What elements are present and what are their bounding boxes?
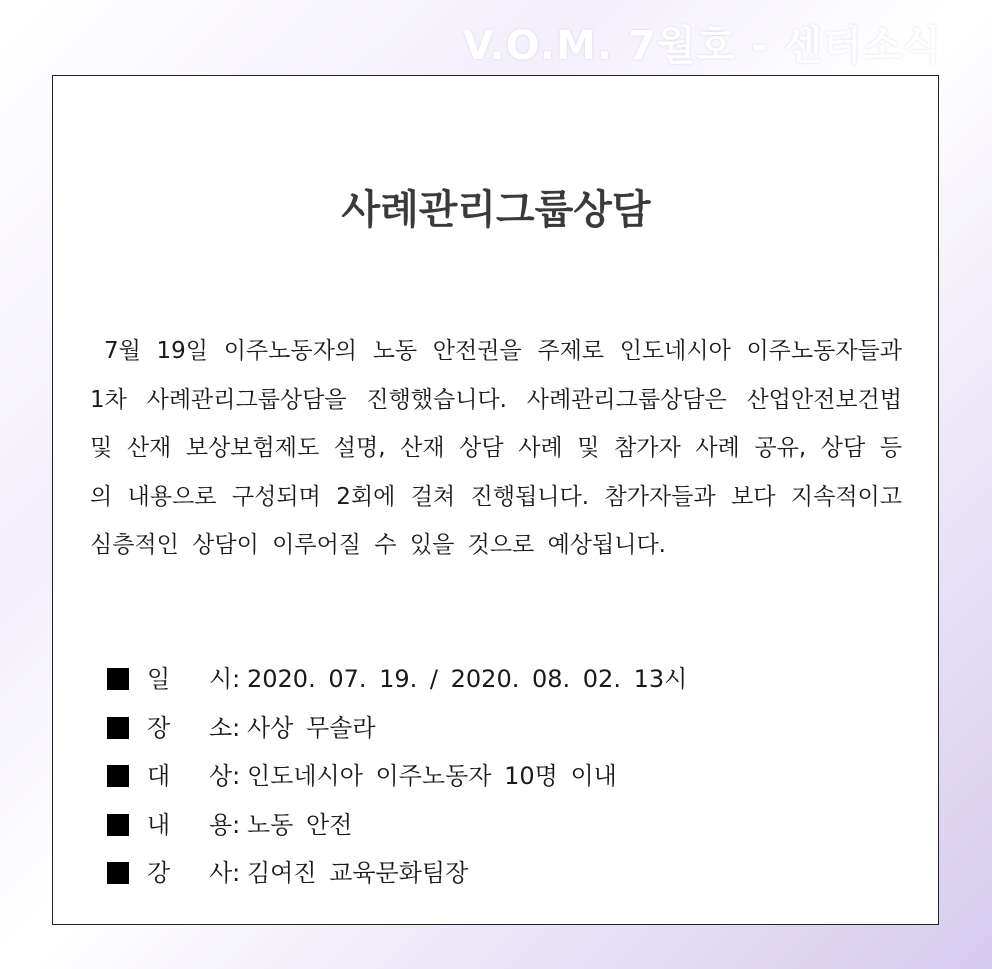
detail-label: 강: [147, 859, 171, 887]
detail-row-target: [107, 752, 687, 801]
square-bullet-icon: [107, 814, 129, 836]
detail-label: 대: [147, 762, 171, 790]
detail-value: 인도네시아 이주노동자 10명 이내: [247, 762, 617, 790]
detail-value: 2020. 07. 19. / 2020. 08. 02. 13시: [247, 665, 688, 693]
body-paragraph: 7월 19일 이주노동자의 노동 안전권을 주제로 인도네시아 이주노동자들과 1차 사례관리그룹상담을 진행했습니다. 사례관리그룹상담은 산업안전보건법 및 산재 보상보험제도 설명, 산재 상담 사례 및 참가자 사례 공유, 상담 등의 내용으로 구성되며 2회에 걸쳐 진행됩니다. 참가자들과 보다 지속적이고 심층적인 상담이 이루어질 수 있을 것으로 예상됩니다.: [90, 338, 902, 558]
detail-row-content: [107, 801, 687, 850]
detail-label: 용:: [209, 810, 241, 839]
detail-row-instructor: [107, 849, 687, 898]
square-bullet-icon: [107, 862, 129, 884]
detail-label: 소:: [209, 713, 241, 742]
detail-row-place: [107, 704, 687, 753]
detail-value: 김여진 교육문화팀장: [247, 859, 469, 887]
square-bullet-icon: [107, 668, 129, 690]
square-bullet-icon: [107, 765, 129, 787]
detail-row-date: [107, 655, 687, 704]
detail-label: 시:: [209, 665, 241, 693]
detail-value: 노동 안전: [247, 810, 353, 839]
square-bullet-icon: [107, 717, 129, 739]
detail-label: 사:: [209, 859, 241, 887]
detail-label: 내: [147, 810, 171, 839]
detail-value: 사상 무솔라: [247, 713, 376, 742]
detail-label: 일: [147, 665, 171, 693]
details-list: [107, 655, 687, 898]
newsletter-header: V.O.M. 7월호 - 센터소식: [462, 23, 942, 69]
page-title: 사례관리그룹상담: [341, 187, 651, 233]
detail-label: 장: [147, 713, 171, 742]
detail-label: 상:: [209, 762, 241, 790]
